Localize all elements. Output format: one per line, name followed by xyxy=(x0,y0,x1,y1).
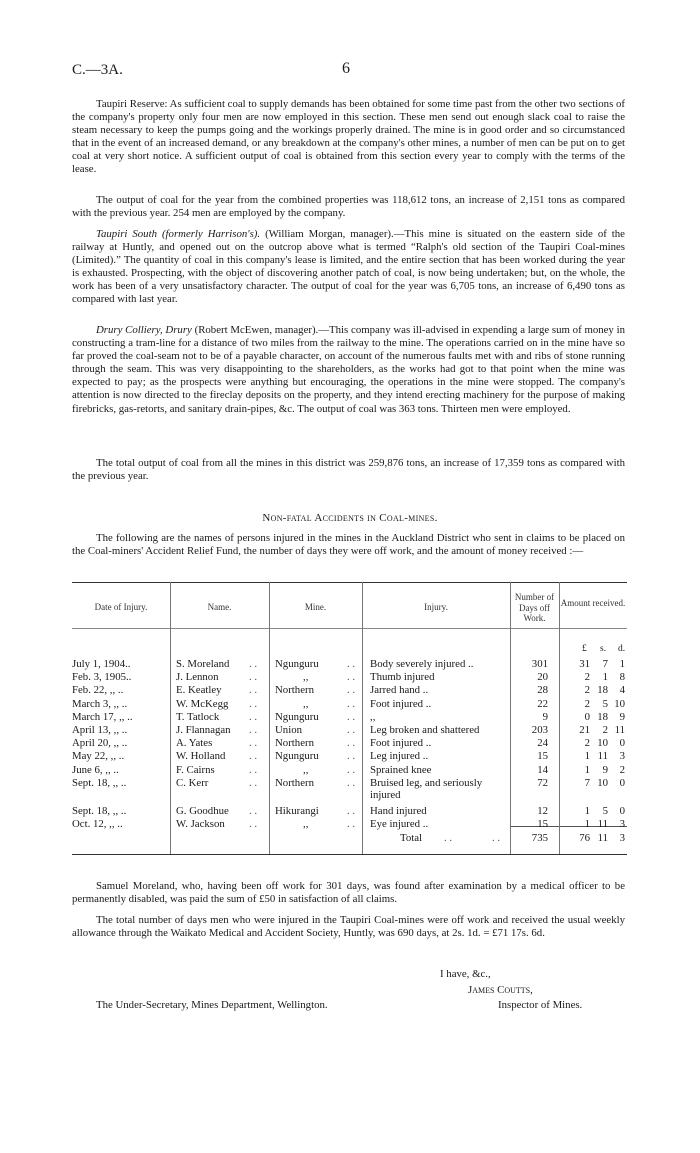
cell-name: W. Holland xyxy=(176,750,226,763)
cell-name: S. Moreland xyxy=(176,658,230,670)
cell-pence: 2 xyxy=(619,763,625,776)
cell-pence: 9 xyxy=(619,710,625,723)
cell-date: Feb. 22, ,, .. xyxy=(72,684,124,697)
unit-pence: d. xyxy=(618,644,626,654)
cell-date: March 3, ,, .. xyxy=(72,697,128,710)
table-bottom-rule xyxy=(72,854,627,855)
cell-pounds: 21 xyxy=(579,724,590,736)
leader-dots: . . xyxy=(249,776,258,789)
header-name: Name. xyxy=(207,602,232,612)
cell-days: 28 xyxy=(537,684,548,697)
cell-date: March 17, ,, .. xyxy=(72,710,133,723)
cell-pounds: 1 xyxy=(584,817,590,830)
paragraph-output-combined: The output of coal for the year from the combined properties was 118,612 tons, an increase of 2,151 tons as compared with the previous year. 254 men are employed by the company. xyxy=(72,194,625,220)
cell-days: 24 xyxy=(537,737,548,750)
cell-shillings: 18 xyxy=(597,684,608,697)
leader-dots: . . xyxy=(249,750,258,763)
paragraph-taupiri-south xyxy=(72,228,625,307)
cell-name: A. Yates xyxy=(176,737,213,750)
header-mine: Mine. xyxy=(304,602,327,612)
cell-pounds: 7 xyxy=(584,776,590,789)
cell-mine: ,, xyxy=(303,671,309,684)
leader-dots: . . xyxy=(249,710,258,723)
leader-dots: . . xyxy=(347,684,356,697)
cell-date: April 20, ,, .. xyxy=(72,737,128,750)
paragraph-total-output: The total output of coal from all the mines in this district was 259,876 tons, an increase of 17,359 tons as compared with the previous year. xyxy=(72,457,625,483)
col-divider xyxy=(362,582,363,854)
cell-mine: ,, xyxy=(303,763,309,776)
cell-injury: Foot injured .. xyxy=(370,697,432,710)
cell-pence: 3 xyxy=(619,817,625,830)
cell-injury: Foot injured .. xyxy=(370,737,432,750)
cell-days: 301 xyxy=(531,658,548,670)
total-shillings: 11 xyxy=(597,832,608,844)
leader-dots: . . xyxy=(347,750,356,763)
taupiri-south-title: Taupiri South (formerly Harrison's). xyxy=(96,228,261,240)
cell-days: 72 xyxy=(537,776,548,789)
cell-injury: ,, xyxy=(370,710,376,723)
leader-dots: . . xyxy=(347,804,356,817)
leader-dots: . . xyxy=(347,710,356,723)
cell-days: 15 xyxy=(537,750,548,763)
total-label: Total xyxy=(400,832,423,844)
cell-pounds: 1 xyxy=(584,750,590,763)
cell-injury: Sprained knee xyxy=(370,763,432,776)
col-divider xyxy=(559,582,560,854)
cell-days: 9 xyxy=(542,710,548,723)
cell-shillings: 10 xyxy=(597,737,608,750)
cell-shillings: 18 xyxy=(597,710,608,723)
col-divider xyxy=(170,582,171,854)
leader-dots: . . xyxy=(347,737,356,750)
cell-mine: Ngunguru xyxy=(275,658,319,670)
cell-pence: 1 xyxy=(619,658,625,670)
cell-pounds: 0 xyxy=(584,710,590,723)
cell-injury: Body severely injured .. xyxy=(370,658,474,670)
cell-mine: Union xyxy=(275,724,302,736)
cell-pounds: 1 xyxy=(584,763,590,776)
cell-pence: 0 xyxy=(619,804,625,817)
drury-title: Drury Colliery, Drury xyxy=(96,324,192,336)
total-days: 735 xyxy=(531,832,548,844)
cell-name: J. Flannagan xyxy=(176,724,231,736)
cell-name: W. Jackson xyxy=(176,817,225,830)
cell-days: 203 xyxy=(531,724,548,736)
cell-pounds: 1 xyxy=(584,804,590,817)
cell-injury: Thumb injured xyxy=(370,671,435,684)
cell-name: G. Goodhue xyxy=(176,804,229,817)
header-date: Date of Injury. xyxy=(94,602,148,612)
col-divider xyxy=(269,582,270,854)
cell-name: J. Lennon xyxy=(176,671,219,684)
cell-mine: Ngunguru xyxy=(275,710,319,723)
cell-date: June 6, ,, .. xyxy=(72,763,119,776)
cell-pence: 11 xyxy=(614,724,625,736)
cell-shillings: 5 xyxy=(602,697,608,710)
cell-pounds: 2 xyxy=(584,684,590,697)
cell-pounds: 31 xyxy=(579,658,590,670)
cell-shillings: 9 xyxy=(602,763,608,776)
total-leader-dots: . . xyxy=(444,832,453,844)
table-header-rule xyxy=(72,628,627,629)
cell-pence: 0 xyxy=(619,776,625,789)
cell-name: W. McKegg xyxy=(176,697,229,710)
cell-days: 12 xyxy=(537,804,548,817)
leader-dots: . . xyxy=(249,763,258,776)
closing-signatory: James Coutts, xyxy=(468,984,533,996)
cell-shillings: 11 xyxy=(597,750,608,763)
paragraph-moreland: Samuel Moreland, who, having been off work for 301 days, was found after examination by a medical officer to be permanently disabled, was paid the sum of £50 in satisfaction of all claims. xyxy=(72,880,625,906)
cell-shillings: 10 xyxy=(597,776,608,789)
cell-mine: Northern xyxy=(275,684,314,697)
taupiri-south-text: (William Morgan, manager).—This mine is situated on the eastern side of the railway at Huntly, and opened out on the outcrop above what is termed “Ralph's old section of the Taupiri Coal-mines (Limited).” The quantity of coal in this company's lease is limited, and the entire section that has been worked during the year is exhausted. Prospecting, with the object of discovering another patch of coal, is now being undertaken; but, on the whole, the work has been of a very unsatisfactory character. The output of coal for the year was 6,705 tons, an increase of 6,490 tons as compared with last year. xyxy=(72,228,625,306)
leader-dots: . . xyxy=(347,776,356,789)
cell-name: F. Cairns xyxy=(176,763,215,776)
closing-salutation: I have, &c., xyxy=(440,968,491,980)
leader-dots: . . xyxy=(249,671,258,684)
cell-mine: Northern xyxy=(275,776,314,789)
cell-name: T. Tatlock xyxy=(176,710,220,723)
cell-mine: Northern xyxy=(275,737,314,750)
leader-dots: . . xyxy=(249,737,258,750)
table-top-rule xyxy=(72,582,627,583)
cell-days: 15 xyxy=(537,817,548,830)
header-injury: Injury. xyxy=(424,602,448,612)
cell-shillings: 2 xyxy=(602,724,608,736)
paragraph-taupiri-reserve: Taupiri Reserve: As sufficient coal to supply demands has been obtained for some time past from the other two sections of the company's property only four men are now employed in this section. These men send out enough slack coal to raise the steam necessary to keep the pumps going and the workings properly drained. The mine is in good order and so circumstanced that in the event of an increased demand, or any breakdown at the company's other mines, a number of men can be put on to get coal at very short notice. A sufficient output of coal is obtained from this section every year to comply with the terms of the lease. xyxy=(72,98,625,176)
cell-shillings: 5 xyxy=(602,804,608,817)
cell-injury: Eye injured .. xyxy=(370,817,429,830)
cell-injury: Bruised leg, and seriously injured xyxy=(370,776,483,801)
accidents-table xyxy=(72,582,627,854)
cell-date: April 13, ,, .. xyxy=(72,724,128,736)
leader-dots: . . xyxy=(249,804,258,817)
leader-dots: . . xyxy=(249,817,258,830)
total-pence: 3 xyxy=(619,832,625,844)
cell-shillings: 7 xyxy=(602,658,608,670)
report-code: C.—3A. xyxy=(72,62,123,78)
leader-dots: . . xyxy=(347,724,356,736)
cell-pounds: 2 xyxy=(584,737,590,750)
header-days: Number of Days off Work. xyxy=(514,592,555,623)
cell-pence: 8 xyxy=(619,671,625,684)
leader-dots: . . xyxy=(249,697,258,710)
cell-date: Sept. 18, ,, .. xyxy=(72,804,127,817)
leader-dots: . . xyxy=(249,684,258,697)
cell-date: Sept. 18, ,, .. xyxy=(72,776,127,789)
cell-name: C. Kerr xyxy=(176,776,209,789)
leader-dots: . . xyxy=(249,658,258,670)
cell-days: 22 xyxy=(537,697,548,710)
cell-injury: Hand injured xyxy=(370,804,427,817)
cell-date: Feb. 3, 1905.. xyxy=(72,671,132,684)
page-number: 6 xyxy=(342,60,350,77)
paragraph-drury xyxy=(72,324,625,416)
cell-name: E. Keatley xyxy=(176,684,222,697)
total-leader-dots: . . xyxy=(492,832,501,844)
cell-pence: 4 xyxy=(619,684,625,697)
cell-mine: Hikurangi xyxy=(275,804,319,817)
unit-shillings: s. xyxy=(600,644,607,654)
paragraph-accidents-intro: The following are the names of persons injured in the mines in the Auckland District who sent in claims to be placed on the Coal-miners' Accident Relief Fund, the number of days they were off work, and the amount of money received :— xyxy=(72,532,625,558)
cell-pounds: 2 xyxy=(584,671,590,684)
section-title: Non-fatal Accidents in Coal-mines. xyxy=(262,512,438,524)
cell-pence: 0 xyxy=(619,737,625,750)
leader-dots: . . xyxy=(347,817,356,830)
total-pounds: 76 xyxy=(579,832,590,844)
leader-dots: . . xyxy=(347,658,356,670)
cell-pence: 10 xyxy=(614,697,625,710)
cell-shillings: 11 xyxy=(597,817,608,830)
paragraph-taupiri-days: The total number of days men who were injured in the Taupiri Coal-mines were off work and received the usual weekly allowance through the Waikato Medical and Accident Society, Huntly, was 690 days, at 2s. 1d. = £71 17s. 6d. xyxy=(72,914,625,940)
cell-mine: ,, xyxy=(303,817,309,830)
cell-injury: Jarred hand .. xyxy=(370,684,429,697)
cell-days: 14 xyxy=(537,763,548,776)
cell-pounds: 2 xyxy=(584,697,590,710)
unit-pounds: £ xyxy=(582,644,587,654)
cell-shillings: 1 xyxy=(602,671,608,684)
cell-mine: Ngunguru xyxy=(275,750,319,763)
cell-pence: 3 xyxy=(619,750,625,763)
cell-injury: Leg broken and shattered xyxy=(370,724,480,736)
cell-date: May 22, ,, .. xyxy=(72,750,125,763)
cell-mine: ,, xyxy=(303,697,309,710)
leader-dots: . . xyxy=(347,697,356,710)
cell-date: Oct. 12, ,, .. xyxy=(72,817,123,830)
cell-days: 20 xyxy=(537,671,548,684)
cell-injury: Leg injured .. xyxy=(370,750,429,763)
leader-dots: . . xyxy=(347,671,356,684)
leader-dots: . . xyxy=(347,763,356,776)
drury-text: (Robert McEwen, manager).—This company was ill-advised in expending a large sum of money in constructing a tram-line for a distance of two miles from the railway to the mine. The operations carried on in the mine have so far proved the coal-seam not to be of a payable character, on account of the numerous faults met with and ribs of stone running through the seam. This was very disappointing to the shareholders, as the works had got to that point when the mine was expected to pay; as the prospects were anything but encouraging, the operations in the mine were stopped. The company's attention is now directed to the fireclay deposits on the property, and they intend erecting machinery for the purpose of making firebricks, gas-retorts, and sanitary drain-pipes, &c. The output of coal was 363 tons. Thirteen men were employed. xyxy=(72,324,626,415)
cell-date: July 1, 1904.. xyxy=(72,658,131,670)
closing-addressee: The Under-Secretary, Mines Department, Wellington. xyxy=(96,999,328,1011)
closing-signatory-title: Inspector of Mines. xyxy=(498,999,583,1011)
leader-dots: . . xyxy=(249,724,258,736)
header-amount: Amount received. xyxy=(560,598,626,608)
